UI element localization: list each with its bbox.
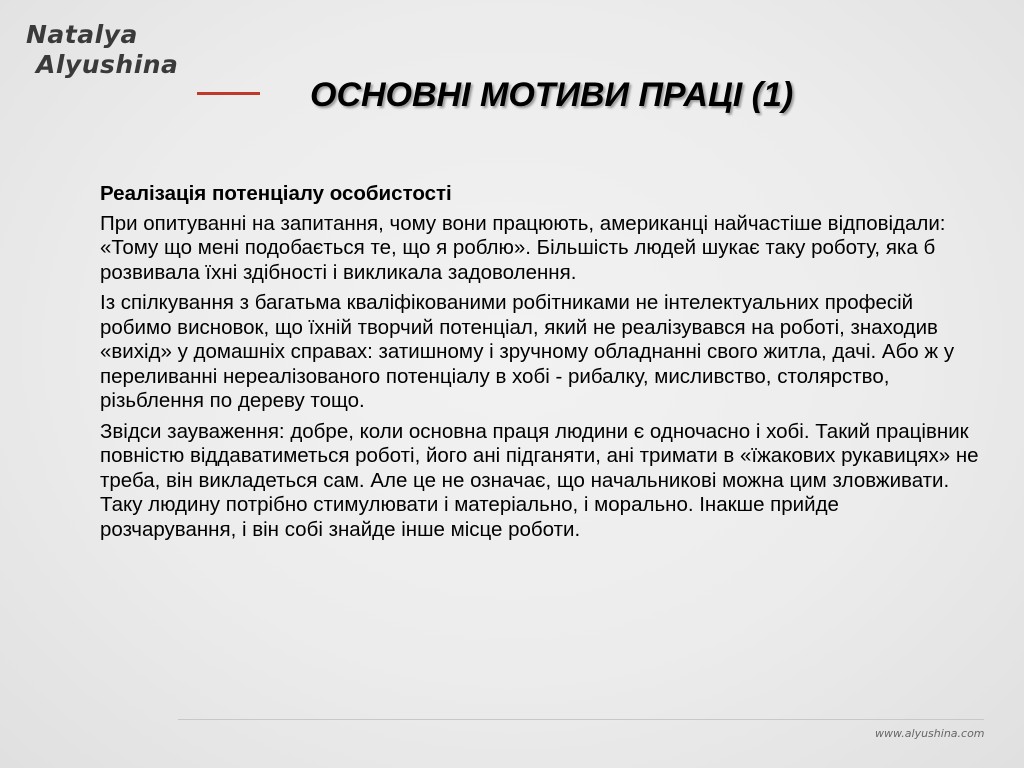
paragraph-1: При опитуванні на запитання, чому вони працюють, американці найчастіше відповідали: «Тому що мені подобається те, що я роблю». Більшість людей шукає таку роботу, яка б розвивала їхні здібності і викликала задоволення.: [100, 211, 946, 284]
logo: [26, 20, 178, 80]
slide-title: ОСНОВНІ МОТИВИ ПРАЦІ (1): [310, 76, 794, 114]
slide-content: [100, 182, 980, 548]
accent-line: [197, 92, 260, 95]
paragraph-3: Звідси зауваження: добре, коли основна праця людини є одночасно і хобі. Такий працівник повністю віддаватиметься роботі, його ані підганяти, ані тримати в «їжакових рукавицях» не треба, він викладеться сам. Але це не означає, що начальникові можна цим зловживати. Таку людину потрібно стимулювати і матеріально, і морально. Інакше прийде розчарування, і він собі знайде інше місце роботи.: [100, 419, 979, 541]
footer-url: www.alyushina.com: [875, 727, 985, 740]
logo-line-2: Alyushina: [36, 50, 179, 79]
footer-divider: [178, 719, 984, 720]
section-subheading: Реалізація потенціалу особистості: [100, 182, 452, 205]
paragraph-2: Із спілкування з багатьма кваліфікованими робітниками не інтелектуальних професій робимо висновок, що їхній творчий потенціал, який не реалізувався на роботі, знаходив «вихід» у домашніх справах: затишному і зручному обладнанні свого житла, дачі. Або ж у переливанні нереалізованого потенціалу в хобі - рибалку, мисливство, столярство, різьблення по дереву тощо.: [100, 291, 955, 412]
logo-line-1: Natalya: [26, 20, 138, 49]
